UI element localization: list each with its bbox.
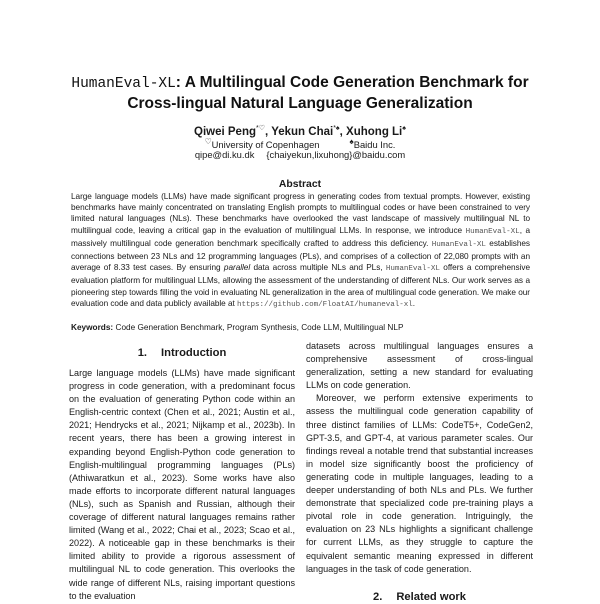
abstract-body: [71, 191, 530, 311]
abstract-text: offers a comprehensive evaluation platform for multilingual LLMs, allowing the assessment of the understanding of different NLs. Our work serves as a pioneering step towards filling the void in evaluating NL generalization in the area of multilingual code generation. We make our evaluation code and data publicly available at: [71, 263, 530, 308]
abstract-text: establishes connections between 23 NLs and 12 programming languages (PLs), and comprises of a collection of 22,080 prompts with an average of 8.33 test cases. By ensuring: [71, 238, 530, 273]
heart-icon: ♡: [204, 137, 212, 146]
affiliation-name: Baidu Inc.: [353, 139, 396, 151]
benchmark-name: HumanEval-XL: [465, 227, 520, 236]
author-name: Yekun Chai: [271, 125, 334, 138]
paragraph: Moreover, we perform extensive experiments to assess the multilingual code generation capability of three distinct families of LLMs: CodeT5+, CodeGen2, GPT-3.5, and GPT-4, at various parameter scales. Our findings reveal a notable trend that substantial increases in model size significantly boost the proficiency of generating code in multiple languages, leading to a deeper understanding of both NLs and PLs. We further demonstrate that specialized code pre-training plays a pivotal role in code generation. Intriguingly, the evaluation on 23 NLs highlights a significant challenge for current LLMs, as they struggle to capture the equivalent semantic meaning expressed in different languages in the task of code generation.: [306, 393, 533, 574]
section-heading-related-work: [306, 590, 533, 604]
section-heading-introduction: [69, 346, 295, 360]
abstract-text: .: [412, 298, 416, 308]
right-column: [306, 340, 533, 576]
benchmark-name: HumanEval-XL: [431, 240, 486, 249]
paragraph: Large language models (LLMs) have made significant progress in code generation, with a predominant focus on the evaluation of generating Python code within an English-centric context (Chen et al., 2021; Austin et al., 2021; Hendrycks et al., 2021; Nijkamp et al., 2023b). In recent years, there has been a growing interest in expanding beyond English-Python code generation to English-multilingual programming languages (PLs) (Athiwaratkun et al., 2023). Some works have also made efforts to incorporate different natural languages (NLs), such as Spanish and Russian, although their coverage of different natural languages remains rather limited (Wang et al., 2022; Chai et al., 2023; Scao et al., 2022). A noticeable gap in these benchmarks is their limited ability to provide a rigorous assessment of multilingual NL to code generation. This overlooks the wide range of different NLs, raising important questions to the evaluation: [69, 368, 295, 601]
email-address[interactable]: {chaiyekun,lixuhong}@baidu.com: [266, 149, 406, 160]
abstract-text: , a massively multilingual code generation benchmark specifically crafted to address this deficiency.: [71, 225, 530, 248]
section-title: Related work: [396, 591, 466, 603]
section-number: 2.: [373, 591, 383, 603]
affiliation-name: University of Copenhagen: [211, 139, 320, 151]
paragraph: datasets across multilingual languages ensures a comprehensive assessment of cross-lingual generalization, setting a new standard for evaluating LLMs on code generation.: [306, 341, 533, 391]
author-mark: *♠: [333, 125, 340, 132]
keywords-label: Keywords:: [71, 323, 114, 332]
title-line2: Cross-lingual Natural Language Generalization: [127, 95, 473, 112]
abstract-text: Large language models (LLMs) have made significant progress in generating codes from textual prompts. However, existing benchmarks have mainly concentrated on translating English prompts to multilingual codes or have been constrained to very limited natural languages (NLs). These benchmarks have overlooked the vast landscape of massively multilingual NL to multilingual code, leaving a critical gap in the evaluation of multilingual LLMs. In response, we introduce: [71, 192, 530, 235]
keywords: [71, 322, 530, 333]
benchmark-name: HumanEval-XL: [385, 265, 440, 274]
title-line1-rest: : A Multilingual Code Generation Benchmark for: [175, 74, 529, 91]
section-number: 1.: [137, 347, 148, 359]
author-list: Qiwei Peng*♡, Yekun Chai*♠, Xuhong Li♠: [194, 125, 406, 138]
author-name: Xuhong Li: [346, 125, 403, 138]
author-emails: [100, 149, 500, 161]
abstract-text: data across multiple NLs and PLs,: [250, 263, 386, 273]
title-benchmark-name: HumanEval-XL: [71, 76, 176, 92]
section-title: Introduction: [161, 347, 227, 359]
keywords-text: Code Generation Benchmark, Program Synthesis, Code LLM, Multilingual NLP: [113, 323, 404, 332]
emphasis-text: parallel: [223, 263, 251, 273]
abstract-heading: Abstract: [278, 179, 322, 190]
spade-icon: ♠: [349, 137, 354, 146]
author-mark: *♡: [256, 125, 266, 132]
repository-link[interactable]: https://github.com/FloatAI/humaneval-xl: [236, 300, 413, 309]
paper-title: [60, 73, 540, 113]
author-name: Qiwei Peng: [194, 125, 257, 138]
author-mark: ♠: [402, 125, 406, 132]
left-column: [69, 367, 295, 603]
email-address[interactable]: qipe@di.ku.dk: [194, 149, 255, 160]
